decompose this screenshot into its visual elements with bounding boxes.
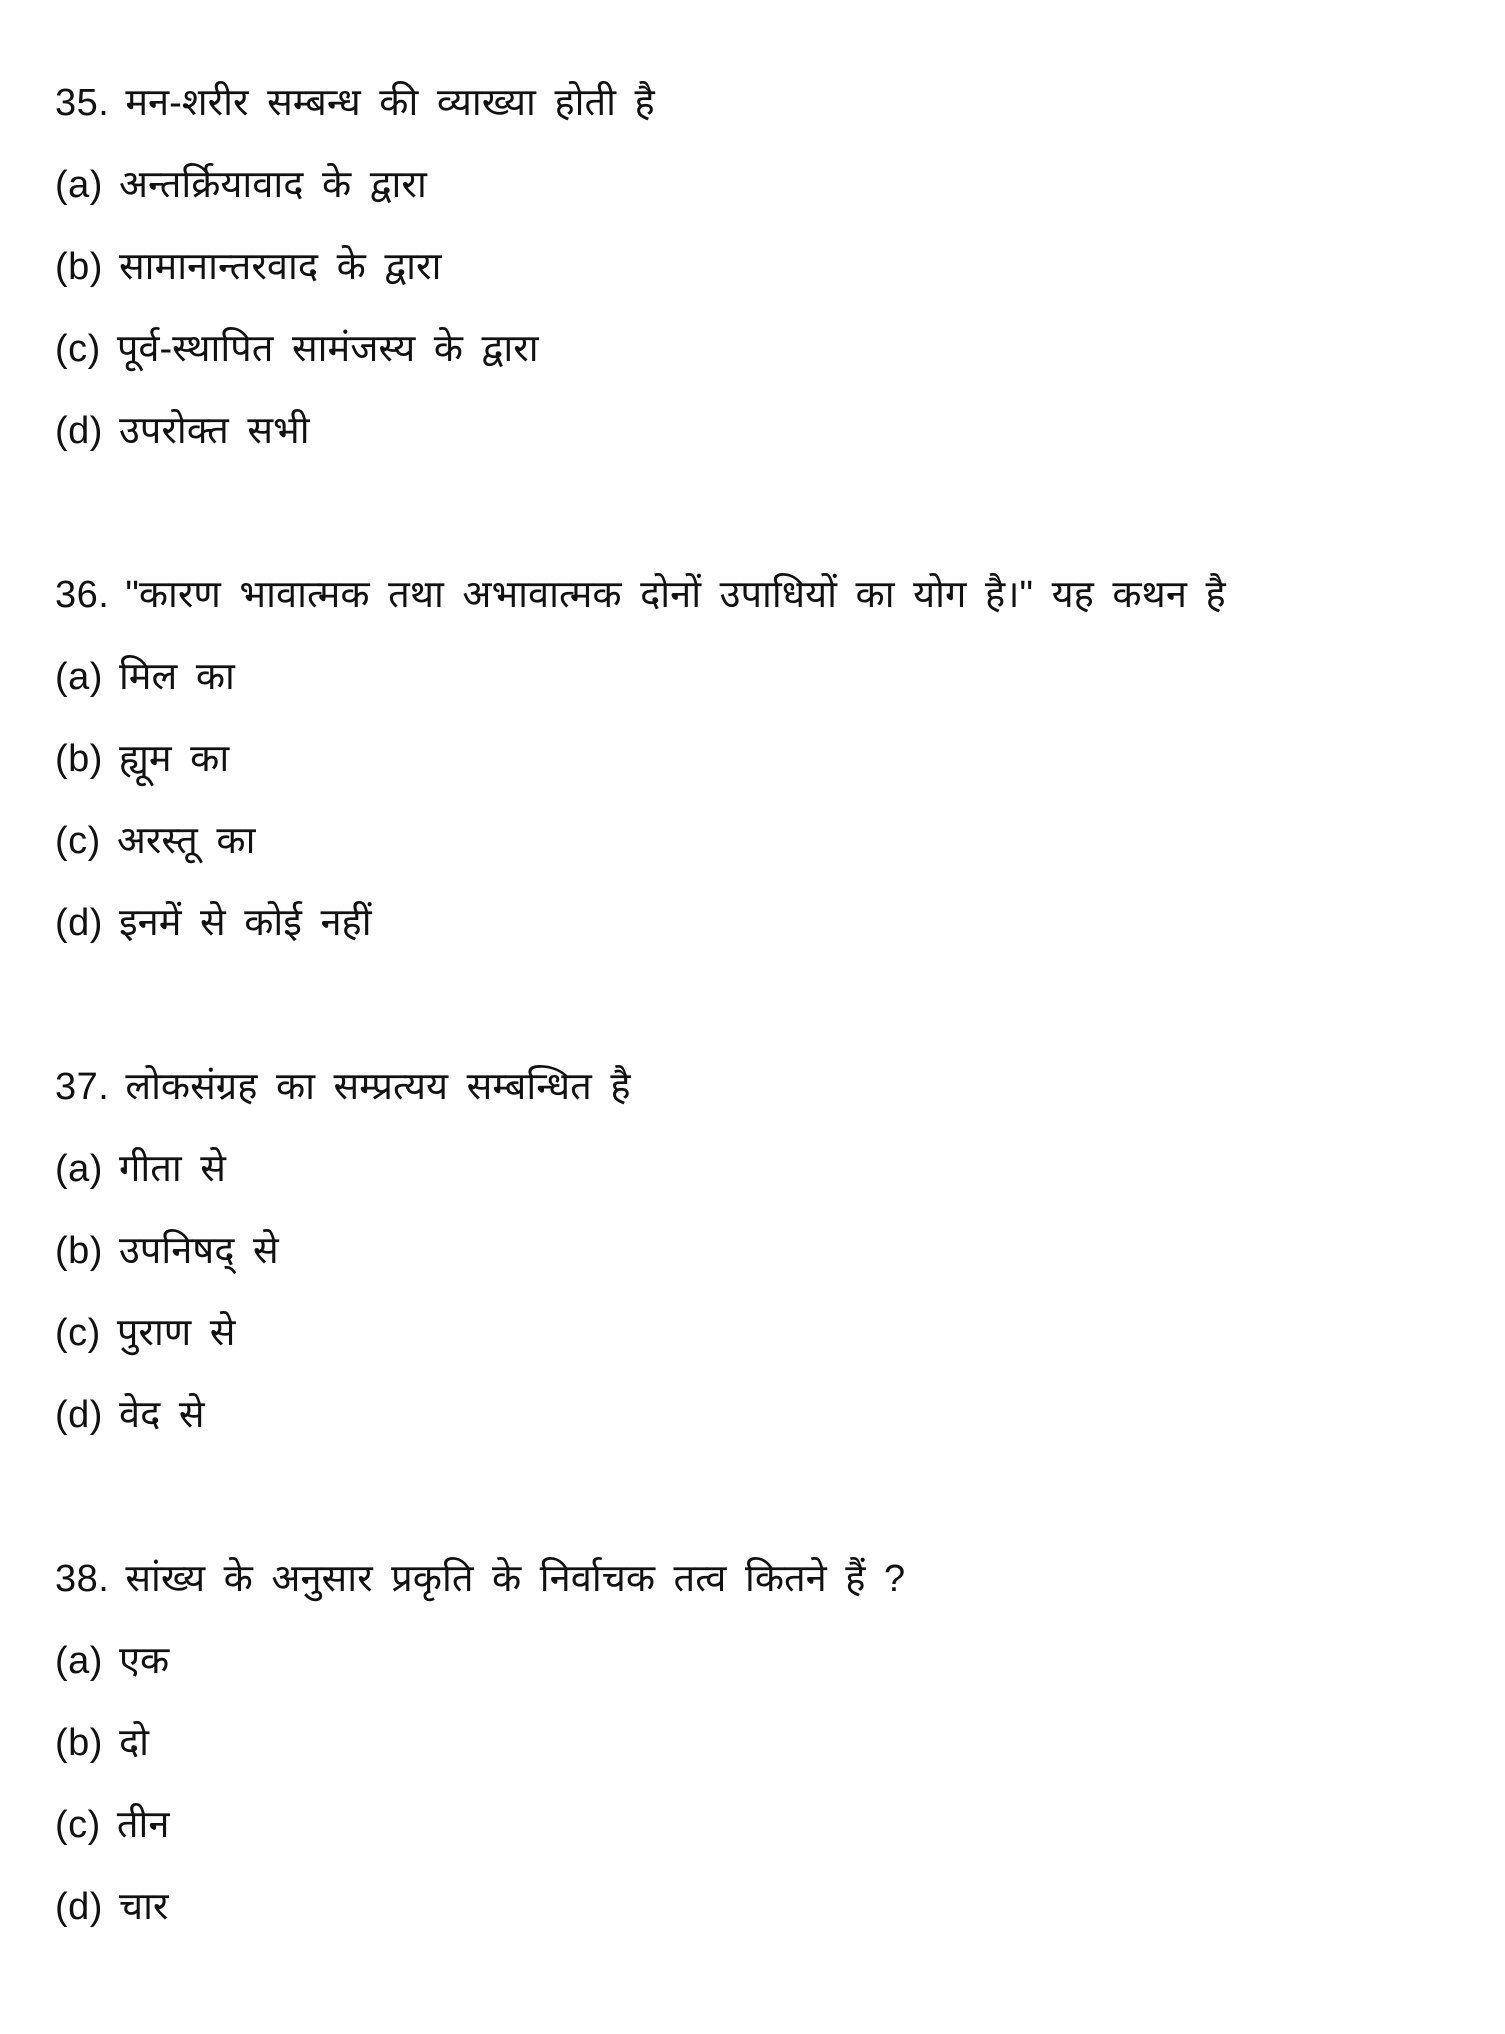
option-text: उपरोक्त सभी — [118, 410, 310, 452]
option-label: (c) — [55, 820, 101, 862]
option-b — [55, 226, 441, 308]
question-text: सांख्य के अनुसार प्रकृति के निर्वाचक तत्व कितने हैं ? — [125, 1558, 906, 1600]
option-text: इनमें से कोई नहीं — [118, 902, 372, 944]
question-number: 38. — [55, 1558, 110, 1600]
question-text: लोकसंग्रह का सम्प्रत्यय सम्बन्धित है — [125, 1066, 631, 1108]
option-label: (a) — [55, 1640, 103, 1682]
option-text: एक — [118, 1640, 170, 1682]
option-a — [55, 1128, 226, 1210]
option-text: ह्यूम का — [118, 738, 230, 780]
option-label: (a) — [55, 164, 103, 206]
option-a — [55, 1620, 169, 1702]
option-c — [55, 800, 255, 882]
option-label: (a) — [55, 1148, 103, 1190]
option-b — [55, 1702, 149, 1784]
option-d — [55, 1374, 205, 1456]
question-text: "कारण भावात्मक तथा अभावात्मक दोनों उपाधियों का योग है।" यह कथन है — [125, 574, 1226, 616]
option-text: तीन — [116, 1804, 170, 1846]
option-label: (b) — [55, 1722, 103, 1764]
option-label: (b) — [55, 246, 103, 288]
option-text: वेद से — [118, 1394, 205, 1436]
option-label: (d) — [55, 1886, 103, 1928]
option-text: अरस्तू का — [116, 820, 256, 862]
question-stem — [55, 1538, 905, 1620]
option-c — [55, 1292, 236, 1374]
question-stem — [55, 554, 1226, 636]
question-number: 36. — [55, 574, 110, 616]
option-text: पुराण से — [116, 1312, 236, 1354]
option-d — [55, 882, 372, 964]
option-text: अन्तर्क्रियावाद के द्वारा — [118, 164, 427, 206]
option-text: चार — [118, 1886, 169, 1928]
option-label: (d) — [55, 902, 103, 944]
option-a — [55, 636, 235, 718]
option-text: दो — [118, 1722, 149, 1764]
option-c — [55, 1784, 169, 1866]
question-number: 37. — [55, 1066, 110, 1108]
option-d — [55, 390, 310, 472]
question-text: मन-शरीर सम्बन्ध की व्याख्या होती है — [125, 82, 655, 124]
option-label: (b) — [55, 1230, 103, 1272]
option-text: गीता से — [118, 1148, 226, 1190]
option-label: (a) — [55, 656, 103, 698]
option-a — [55, 144, 427, 226]
question-stem — [55, 1046, 631, 1128]
option-label: (c) — [55, 328, 101, 370]
option-label: (d) — [55, 1394, 103, 1436]
option-text: सामानान्तरवाद के द्वारा — [118, 246, 442, 288]
option-text: पूर्व-स्थापित सामंजस्य के द्वारा — [116, 328, 539, 370]
option-label: (b) — [55, 738, 103, 780]
option-label: (c) — [55, 1804, 101, 1846]
question-stem — [55, 62, 655, 144]
option-c — [55, 308, 539, 390]
question-number: 35. — [55, 82, 110, 124]
option-b — [55, 1210, 279, 1292]
option-label: (c) — [55, 1312, 101, 1354]
option-label: (d) — [55, 410, 103, 452]
option-text: उपनिषद् से — [118, 1230, 279, 1272]
option-d — [55, 1866, 168, 1948]
option-b — [55, 718, 229, 800]
option-text: मिल का — [118, 656, 235, 698]
